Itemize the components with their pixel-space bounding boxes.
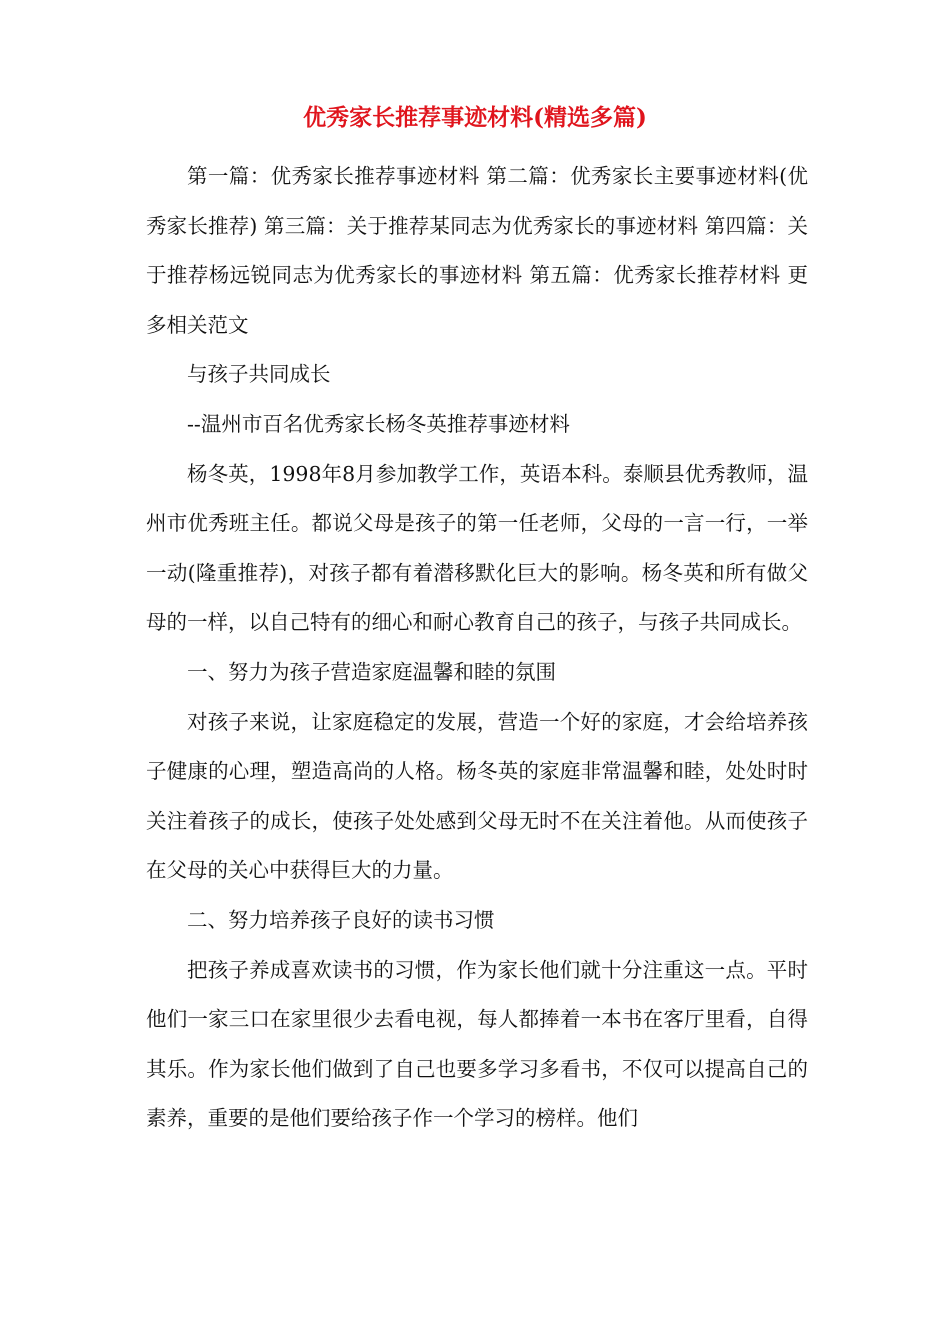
intro-paragraph: 杨冬英，1998年8月参加教学工作，英语本科。泰顺县优秀教师，温州市优秀班主任。都说父母是孩子的第一任老师，父母的一言一行，一举一动(隆重推荐)，对孩子都有着潜移默化巨大的影响。杨冬英和所有做父母的一样，以自己特有的细心和耐心教育自己的孩子，与孩子共同成长。 (146, 461, 808, 635)
document-body (146, 152, 808, 1144)
table-of-contents-paragraph: 第一篇：优秀家长推荐事迹材料 第二篇：优秀家长主要事迹材料(优秀家长推荐) 第三篇：关于推荐某同志为优秀家长的事迹材料 第四篇：关于推荐杨远锐同志为优秀家长的事迹材料 第五篇：优秀家长推荐材料 更多相关范文 (146, 164, 808, 337)
document-title: 优秀家长推荐事迹材料(精选多篇) (303, 104, 647, 131)
section-2-paragraph: 把孩子养成喜欢读书的习惯，作为家长他们就十分注重这一点。平时他们一家三口在家里很少去看电视，每人都捧着一本书在客厅里看，自得其乐。作为家长他们做到了自己也要多学习多看书，不仅可以提高自己的素养，重要的是他们要给孩子作一个学习的榜样。他们 (146, 957, 808, 1131)
section-heading-1: 一、努力为孩子营造家庭温馨和睦的氛围 (187, 659, 556, 684)
subtitle-line: --温州市百名优秀家长杨冬英推荐事迹材料 (187, 411, 570, 436)
section-heading-growth: 与孩子共同成长 (187, 362, 331, 387)
section-heading-2: 二、努力培养孩子良好的读书习惯 (187, 907, 495, 932)
section-1-paragraph: 对孩子来说，让家庭稳定的发展，营造一个好的家庭，才会给培养孩子健康的心理，塑造高尚的人格。杨冬英的家庭非常温馨和睦，处处时时关注着孩子的成长，使孩子处处感到父母无时不在关注着他。从而使孩子在父母的关心中获得巨大的力量。 (146, 709, 808, 883)
